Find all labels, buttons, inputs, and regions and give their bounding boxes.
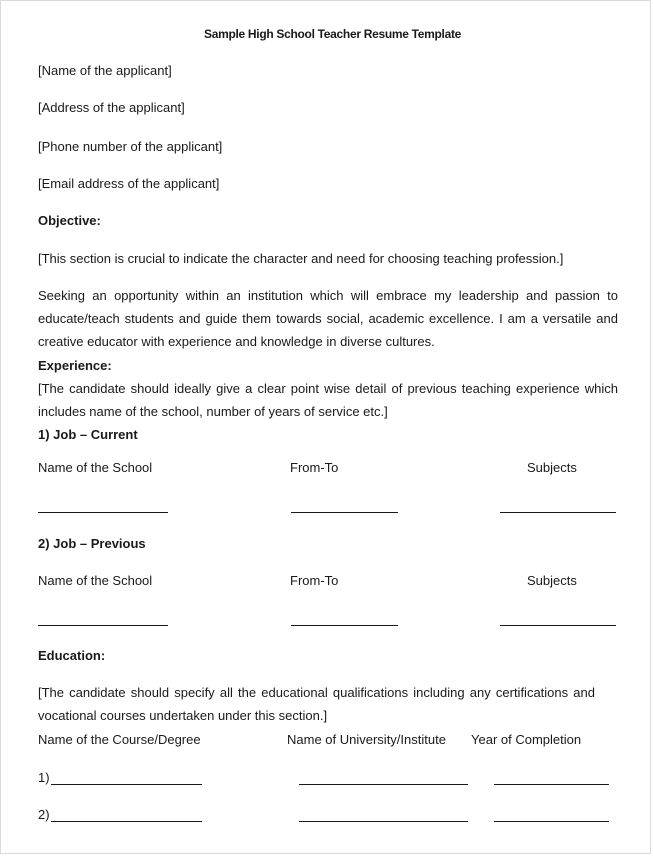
experience-note: [The candidate should ideally give a clear point wise detail of previous teaching experience which [38, 381, 618, 396]
subjects-label: Subjects [527, 460, 577, 475]
course-blank[interactable] [51, 821, 202, 822]
subjects-blank[interactable] [500, 625, 616, 626]
job-previous-heading: 2) Job – Previous [38, 536, 146, 551]
year-completion-label: Year of Completion [471, 732, 582, 747]
from-to-label: From-To [290, 573, 339, 588]
objective-line: Seeking an opportunity within an institution which will embrace my leadership and passion to [38, 288, 618, 303]
from-to-label: From-To [290, 460, 339, 475]
applicant-name: [Name of the applicant] [38, 63, 172, 78]
education-heading: Education: [38, 648, 106, 663]
course-degree-label: Name of the Course/Degree [38, 732, 201, 747]
applicant-address: [Address of the applicant] [38, 100, 185, 115]
school-name-label: Name of the School [38, 573, 153, 588]
education-row-number: 2) [38, 807, 50, 822]
year-blank[interactable] [494, 821, 609, 822]
school-name-blank[interactable] [38, 512, 168, 513]
job-current-heading: 1) Job – Current [38, 427, 138, 442]
document-title: Sample High School Teacher Resume Template [204, 27, 462, 41]
university-blank[interactable] [299, 821, 468, 822]
from-to-blank[interactable] [291, 625, 398, 626]
year-blank[interactable] [494, 784, 609, 785]
experience-note: includes name of the school, number of years of service etc.] [38, 404, 388, 419]
education-row-number: 1) [38, 770, 50, 785]
subjects-label: Subjects [527, 573, 577, 588]
education-note: [The candidate should specify all the educational qualifications including any certifications and [38, 685, 595, 700]
experience-heading: Experience: [38, 358, 112, 373]
objective-note: [This section is crucial to indicate the character and need for choosing teaching profession.] [38, 251, 564, 266]
objective-heading: Objective: [38, 213, 101, 228]
school-name-blank[interactable] [38, 625, 168, 626]
from-to-blank[interactable] [291, 512, 398, 513]
university-label: Name of University/Institute [287, 732, 446, 747]
applicant-phone: [Phone number of the applicant] [38, 139, 223, 154]
university-blank[interactable] [299, 784, 468, 785]
course-blank[interactable] [51, 784, 202, 785]
school-name-label: Name of the School [38, 460, 153, 475]
education-note: vocational courses undertaken under this section.] [38, 708, 328, 723]
objective-line: educate/teach students and guide them towards social, academic excellence. I am a versatile and [38, 311, 618, 326]
subjects-blank[interactable] [500, 512, 616, 513]
objective-line: creative educator with experience and knowledge in diverse cultures. [38, 334, 435, 349]
applicant-email: [Email address of the applicant] [38, 176, 220, 191]
